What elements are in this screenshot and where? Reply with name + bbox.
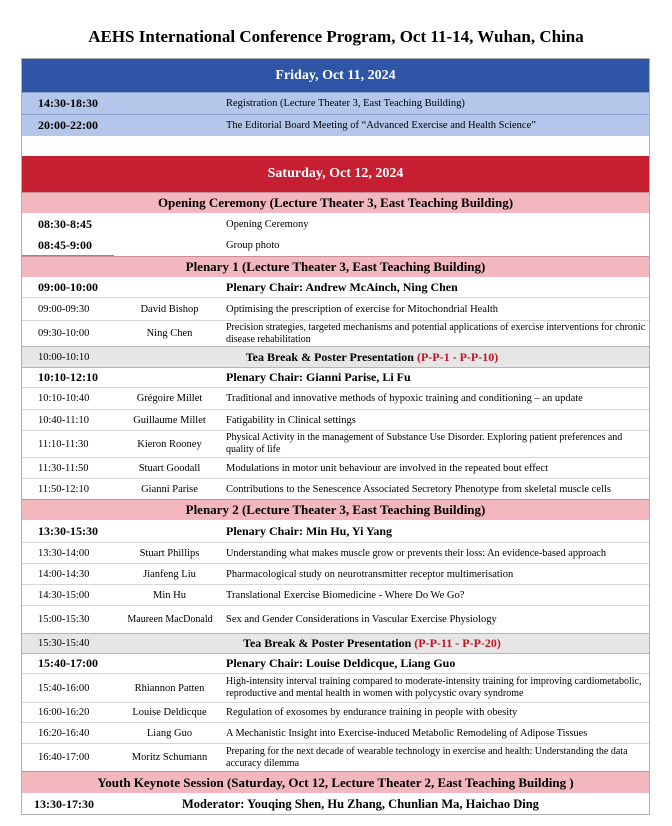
talk-row bbox=[22, 387, 649, 409]
talk-title: Optimising the prescription of exercise for Mitochondrial Health bbox=[226, 303, 499, 315]
moderator: Moderator: Youqing Shen, Hu Zhang, Chunlian Ma, Haichao Ding bbox=[182, 796, 539, 811]
plenary2-chair-row-2 bbox=[22, 653, 649, 673]
talk-title: High-intensity interval training compared to moderate-intensity training for improving cardiometabolic, reproductive and mental health in women with polycystic ovary syndrome bbox=[226, 676, 642, 699]
plenary-chair: Plenary Chair: Louise Deldicque, Liang Guo bbox=[226, 656, 456, 670]
row-time: 08:30-8:45 bbox=[38, 216, 92, 231]
talk-title: Preparing for the next decade of wearable technology in exercise and health: Understanding the data accuracy dilemma bbox=[226, 745, 628, 769]
group-photo-row bbox=[22, 235, 649, 256]
break-label bbox=[222, 634, 522, 653]
tea-break-row bbox=[22, 633, 649, 653]
plenary-chair: Plenary Chair: Min Hu, Yi Yang bbox=[226, 523, 393, 538]
plenary2-header: Plenary 2 (Lecture Theater 3, East Teaching Building) bbox=[22, 499, 649, 520]
row-text: Opening Ceremony bbox=[226, 218, 309, 230]
talk-row bbox=[22, 743, 649, 771]
talk-title: A Mechanistic Insight into Exercise-induced Metabolic Remodeling of Adipose Tissues bbox=[226, 727, 588, 739]
program-table bbox=[21, 58, 650, 815]
talk-time: 16:40-17:00 bbox=[38, 752, 90, 763]
break-text: Tea Break & Poster Presentation bbox=[243, 636, 412, 650]
talk-title: Regulation of exosomes by endurance training in people with obesity bbox=[226, 707, 518, 718]
plenary2-chair-row bbox=[22, 520, 649, 542]
talk-title: Physical Activity in the management of Substance Use Disorder. Exploring patient preferences and quality of life bbox=[226, 432, 623, 455]
talk-speaker: Min Hu bbox=[153, 589, 186, 601]
talk-speaker: Stuart Goodall bbox=[138, 462, 201, 474]
break-time: 15:30-15:40 bbox=[38, 638, 90, 649]
talk-speaker: Moritz Schumann bbox=[131, 752, 208, 763]
talk-row bbox=[22, 409, 649, 430]
talk-title: Pharmacological study on neurotransmitter receptor multimerisation bbox=[226, 568, 514, 580]
talk-title: Precision strategies, targeted mechanisms and potential applications of exercise interventions for chronic disease rehabilitation bbox=[226, 321, 646, 345]
talk-speaker: Jianfeng Liu bbox=[143, 568, 196, 580]
row-time: 14:30-18:30 bbox=[38, 96, 98, 110]
opening-ceremony-header: Opening Ceremony (Lecture Theater 3, East Teaching Building) bbox=[22, 192, 649, 213]
talk-speaker: Maureen MacDonald bbox=[127, 613, 213, 625]
talk-speaker: Gianni Parise bbox=[141, 483, 198, 495]
youth-keynote-header: Youth Keynote Session (Saturday, Oct 12, Lecture Theater 2, East Teaching Building ) bbox=[22, 771, 649, 793]
row-time: 20:00-22:00 bbox=[38, 118, 98, 132]
tea-break-row bbox=[22, 346, 649, 367]
friday-header: Friday, Oct 11, 2024 bbox=[22, 59, 649, 92]
saturday-header: Saturday, Oct 12, 2024 bbox=[22, 156, 649, 192]
friday-row-editorial bbox=[22, 114, 649, 136]
talk-time: 11:30-11:50 bbox=[38, 462, 89, 474]
plenary-chair: Plenary Chair: Andrew McAinch, Ning Chen bbox=[226, 279, 458, 294]
talk-row bbox=[22, 605, 649, 633]
talk-time: 16:00-16:20 bbox=[38, 707, 90, 718]
row-text: Registration (Lecture Theater 3, East Teaching Building) bbox=[226, 98, 465, 109]
program-title: AEHS International Conference Program, Oct 11-14, Wuhan, China bbox=[88, 27, 584, 46]
talk-title: Traditional and innovative methods of hypoxic training and conditioning – an update bbox=[226, 393, 583, 404]
break-text: Tea Break & Poster Presentation bbox=[245, 349, 414, 364]
youth-moderator-row bbox=[22, 793, 649, 815]
talk-row bbox=[22, 702, 649, 722]
talk-speaker: Rhiannon Patten bbox=[134, 682, 205, 694]
block-time: 13:30-17:30 bbox=[34, 796, 94, 811]
talk-row bbox=[22, 320, 649, 346]
plenary1-chair-row-2 bbox=[22, 367, 649, 387]
talk-time: 14:00-14:30 bbox=[38, 568, 90, 580]
talk-row bbox=[22, 542, 649, 563]
talk-time: 09:00-09:30 bbox=[38, 303, 90, 315]
poster-range: (P-P-11 - P-P-20) bbox=[414, 636, 501, 650]
talk-row bbox=[22, 457, 649, 478]
talk-speaker: Grégoire Millet bbox=[136, 393, 203, 404]
talk-row bbox=[22, 563, 649, 584]
talk-time: 15:00-15:30 bbox=[38, 614, 90, 625]
talk-row bbox=[22, 297, 649, 320]
talk-time: 11:10-11:30 bbox=[38, 438, 89, 450]
talk-title: Translational Exercise Biomedicine - Where Do We Go? bbox=[226, 589, 465, 601]
talk-time: 11:50-12:10 bbox=[38, 483, 89, 495]
talk-speaker: Kieron Rooney bbox=[137, 438, 202, 450]
talk-title: Understanding what makes muscle grow or prevents their loss: An evidence-based approach bbox=[226, 547, 607, 559]
row-text: The Editorial Board Meeting of “Advanced Exercise and Health Science” bbox=[226, 120, 536, 131]
talk-title: Contributions to the Senescence Associated Secretory Phenotype from skeletal muscle cells bbox=[226, 483, 611, 495]
block-time: 09:00-10:00 bbox=[38, 279, 98, 294]
talk-speaker: Liang Guo bbox=[146, 727, 193, 739]
friday-row-registration bbox=[22, 92, 649, 114]
break-label bbox=[222, 347, 522, 367]
talk-speaker: David Bishop bbox=[140, 303, 199, 315]
talk-speaker: Stuart Phillips bbox=[139, 547, 200, 559]
talk-row bbox=[22, 430, 649, 457]
opening-row bbox=[22, 213, 649, 235]
row-text: Group photo bbox=[226, 240, 280, 251]
block-time: 15:40-17:00 bbox=[38, 656, 98, 670]
talk-speaker: Guillaume Millet bbox=[133, 414, 206, 426]
break-time: 10:00-10:10 bbox=[38, 351, 90, 363]
poster-range: (P-P-1 - P-P-10) bbox=[416, 349, 499, 364]
row-time: 08:45-9:00 bbox=[38, 238, 92, 252]
plenary1-header: Plenary 1 (Lecture Theater 3, East Teaching Building) bbox=[22, 256, 649, 277]
talk-speaker: Louise Deldicque bbox=[132, 707, 207, 718]
talk-time: 14:30-15:00 bbox=[38, 589, 90, 601]
block-time: 13:30-15:30 bbox=[38, 523, 98, 538]
talk-title: Fatigability in Clinical settings bbox=[226, 414, 356, 426]
block-time: 10:10-12:10 bbox=[38, 370, 98, 384]
talk-title: Sex and Gender Considerations in Vascular Exercise Physiology bbox=[226, 614, 497, 625]
talk-time: 10:10-10:40 bbox=[38, 393, 90, 404]
talk-row bbox=[22, 584, 649, 605]
talk-time: 10:40-11:10 bbox=[38, 414, 89, 426]
talk-row bbox=[22, 673, 649, 702]
talk-title: Modulations in motor unit behaviour are involved in the repeated bout effect bbox=[226, 462, 549, 474]
talk-speaker: Ning Chen bbox=[146, 328, 193, 339]
talk-time: 13:30-14:00 bbox=[38, 547, 90, 559]
plenary-chair: Plenary Chair: Gianni Parise, Li Fu bbox=[226, 370, 411, 384]
plenary1-chair-row bbox=[22, 277, 649, 297]
talk-time: 09:30-10:00 bbox=[38, 328, 90, 339]
talk-row bbox=[22, 722, 649, 743]
talk-row bbox=[22, 478, 649, 499]
talk-time: 15:40-16:00 bbox=[38, 682, 90, 694]
talk-time: 16:20-16:40 bbox=[38, 727, 90, 739]
